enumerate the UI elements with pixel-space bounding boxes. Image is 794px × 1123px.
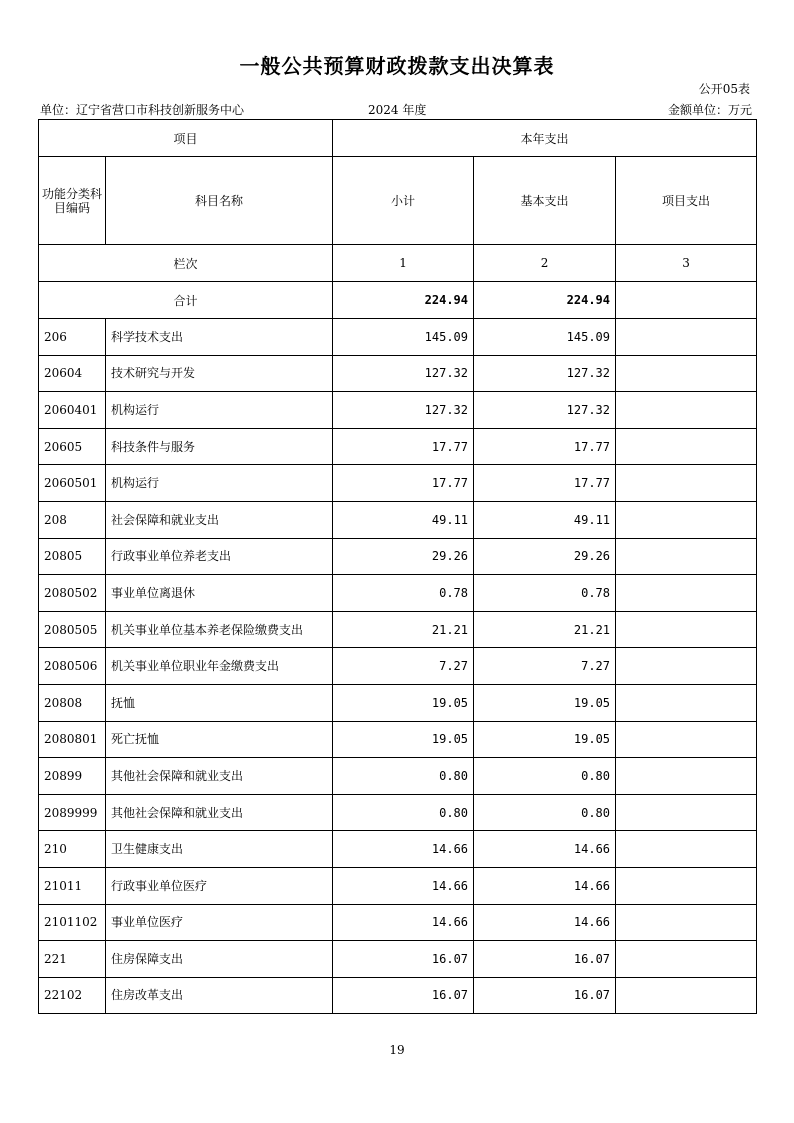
row-name: 死亡抚恤 [106,721,333,758]
row-basic: 17.77 [474,465,616,502]
table-row [39,428,757,465]
row-project [616,355,757,392]
row-basic: 17.77 [474,428,616,465]
row-name: 机关事业单位职业年金缴费支出 [106,648,333,685]
header-row-columns [39,157,757,245]
row-project [616,538,757,575]
row-name: 其他社会保障和就业支出 [106,794,333,831]
row-name: 科技条件与服务 [106,428,333,465]
table-row [39,538,757,575]
row-project [616,977,757,1014]
table-row [39,831,757,868]
row-project [616,392,757,429]
row-name: 卫生健康支出 [106,831,333,868]
table-row [39,794,757,831]
row-basic: 0.78 [474,575,616,612]
table-row [39,941,757,978]
row-basic: 19.05 [474,721,616,758]
row-name: 科学技术支出 [106,319,333,356]
header-row-project [39,120,757,157]
unit-line [40,101,752,117]
table-row [39,758,757,795]
column-number-3: 3 [616,245,757,282]
row-project [616,684,757,721]
total-row [39,282,757,319]
row-code: 2080801 [39,721,106,758]
table-row [39,392,757,429]
row-name: 住房保障支出 [106,941,333,978]
row-basic: 127.32 [474,355,616,392]
total-basic: 224.94 [474,282,616,319]
row-project [616,867,757,904]
row-code: 206 [39,319,106,356]
row-project [616,941,757,978]
row-subtotal: 16.07 [333,977,474,1014]
column-number-row [39,245,757,282]
row-basic: 145.09 [474,319,616,356]
row-basic: 127.32 [474,392,616,429]
header-project: 项目 [39,120,333,157]
row-code: 22102 [39,977,106,1014]
unit-name: 单位：辽宁省营口市科技创新服务中心 [40,103,245,117]
row-code: 2060401 [39,392,106,429]
row-code: 2060501 [39,465,106,502]
header-project-exp: 项目支出 [616,157,757,245]
row-code: 2101102 [39,904,106,941]
row-basic: 7.27 [474,648,616,685]
table-row [39,575,757,612]
row-code: 2080506 [39,648,106,685]
row-name: 机构运行 [106,392,333,429]
row-subtotal: 17.77 [333,465,474,502]
table-row [39,648,757,685]
row-subtotal: 21.21 [333,611,474,648]
table-row [39,501,757,538]
row-code: 20605 [39,428,106,465]
row-project [616,611,757,648]
row-project [616,428,757,465]
table-row [39,319,757,356]
row-project [616,721,757,758]
table-row [39,867,757,904]
row-name: 抚恤 [106,684,333,721]
table-row [39,904,757,941]
row-name: 事业单位医疗 [106,904,333,941]
expenditure-table [38,119,757,1014]
row-code: 20808 [39,684,106,721]
row-code: 20604 [39,355,106,392]
row-subtotal: 14.66 [333,867,474,904]
row-basic: 16.07 [474,977,616,1014]
row-subtotal: 19.05 [333,721,474,758]
table-tag: 公开05表 [698,82,750,96]
header-this-year: 本年支出 [333,120,757,157]
row-name: 社会保障和就业支出 [106,501,333,538]
row-code: 221 [39,941,106,978]
table-row [39,355,757,392]
total-project [616,282,757,319]
row-name: 机关事业单位基本养老保险缴费支出 [106,611,333,648]
row-subtotal: 14.66 [333,831,474,868]
total-label: 合计 [39,282,333,319]
row-code: 2089999 [39,794,106,831]
row-subtotal: 0.80 [333,794,474,831]
row-basic: 29.26 [474,538,616,575]
row-subtotal: 29.26 [333,538,474,575]
row-subtotal: 19.05 [333,684,474,721]
row-name: 技术研究与开发 [106,355,333,392]
row-project [616,794,757,831]
row-basic: 0.80 [474,794,616,831]
row-project [616,501,757,538]
row-name: 机构运行 [106,465,333,502]
column-number-2: 2 [474,245,616,282]
row-basic: 21.21 [474,611,616,648]
row-name: 事业单位离退休 [106,575,333,612]
table-row [39,465,757,502]
row-subtotal: 49.11 [333,501,474,538]
row-project [616,758,757,795]
total-subtotal: 224.94 [333,282,474,319]
row-subtotal: 127.32 [333,392,474,429]
fiscal-year: 2024 年度 [368,103,427,117]
row-basic: 49.11 [474,501,616,538]
row-basic: 14.66 [474,904,616,941]
row-basic: 0.80 [474,758,616,795]
header-basic: 基本支出 [474,157,616,245]
row-basic: 19.05 [474,684,616,721]
header-name: 科目名称 [106,157,333,245]
table-row [39,611,757,648]
row-project [616,648,757,685]
row-code: 21011 [39,867,106,904]
row-project [616,575,757,612]
header-subtotal: 小计 [333,157,474,245]
row-basic: 16.07 [474,941,616,978]
row-name: 行政事业单位养老支出 [106,538,333,575]
row-subtotal: 0.80 [333,758,474,795]
row-subtotal: 17.77 [333,428,474,465]
row-name: 其他社会保障和就业支出 [106,758,333,795]
row-subtotal: 0.78 [333,575,474,612]
row-name: 行政事业单位医疗 [106,867,333,904]
row-code: 208 [39,501,106,538]
header-code: 功能分类科目编码 [39,157,106,245]
row-code: 210 [39,831,106,868]
page-number: 19 [389,1043,405,1057]
row-code: 2080502 [39,575,106,612]
row-project [616,904,757,941]
row-subtotal: 14.66 [333,904,474,941]
row-basic: 14.66 [474,831,616,868]
row-code: 20899 [39,758,106,795]
column-number-label: 栏次 [39,245,333,282]
table-row [39,977,757,1014]
table-row [39,721,757,758]
page-title: 一般公共预算财政拨款支出决算表 [239,54,555,78]
row-project [616,319,757,356]
row-code: 20805 [39,538,106,575]
row-code: 2080505 [39,611,106,648]
table-row [39,684,757,721]
row-project [616,465,757,502]
row-basic: 14.66 [474,867,616,904]
column-number-1: 1 [333,245,474,282]
row-name: 住房改革支出 [106,977,333,1014]
row-subtotal: 127.32 [333,355,474,392]
row-subtotal: 7.27 [333,648,474,685]
row-subtotal: 16.07 [333,941,474,978]
row-project [616,831,757,868]
amount-unit: 金额单位：万元 [667,103,752,117]
row-subtotal: 145.09 [333,319,474,356]
